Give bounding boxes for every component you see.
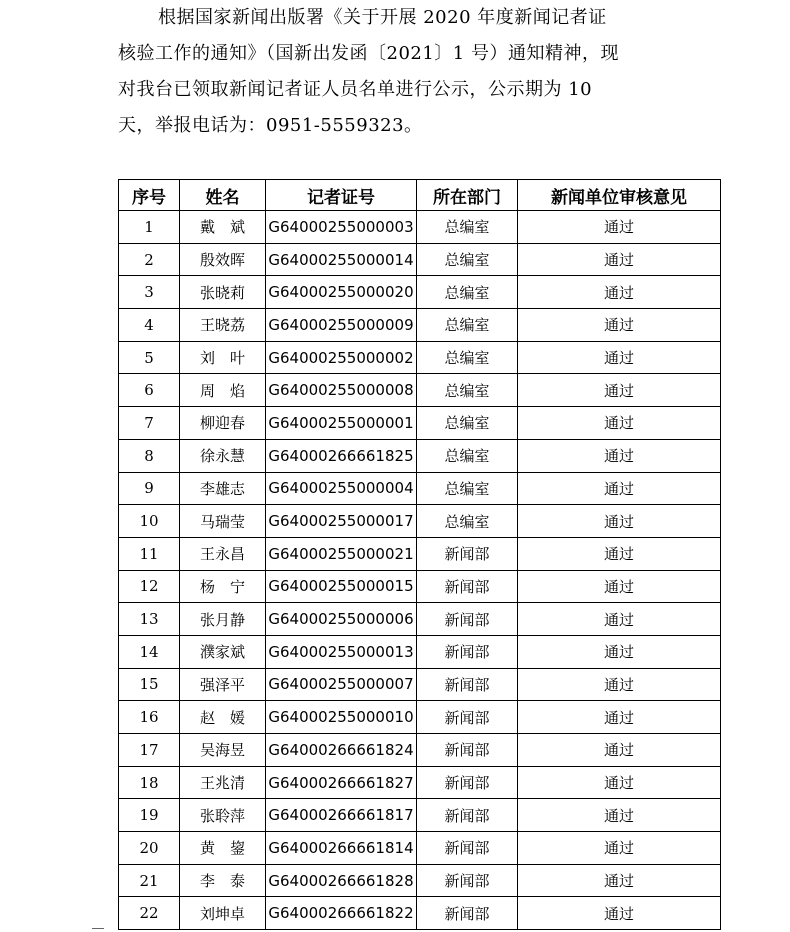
table-row <box>119 635 721 668</box>
cell-review-opinion: 通过 <box>518 276 721 309</box>
cell-index: 16 <box>119 701 180 734</box>
cell-index: 3 <box>119 276 180 309</box>
cell-index: 17 <box>119 734 180 767</box>
cell-cert-number: G64000255000010 <box>266 701 417 734</box>
cell-cert-number: G64000255000001 <box>266 407 417 440</box>
cell-index: 20 <box>119 832 180 865</box>
cell-index: 7 <box>119 407 180 440</box>
table-row <box>119 668 721 701</box>
header-cert-number: 记者证号 <box>266 180 417 211</box>
table-body <box>119 211 721 930</box>
header-row <box>119 180 721 211</box>
table-row <box>119 505 721 538</box>
table-row <box>119 276 721 309</box>
table-row <box>119 701 721 734</box>
cell-cert-number: G64000255000004 <box>266 472 417 505</box>
cell-department: 新闻部 <box>417 832 518 865</box>
cell-index: 10 <box>119 505 180 538</box>
cell-name: 马瑞莹 <box>180 505 266 538</box>
cell-review-opinion: 通过 <box>518 734 721 767</box>
cell-review-opinion: 通过 <box>518 407 721 440</box>
cell-name: 柳迎春 <box>180 407 266 440</box>
cell-name: 戴 斌 <box>180 211 266 244</box>
cell-cert-number: G64000255000006 <box>266 603 417 636</box>
cell-review-opinion: 通过 <box>518 668 721 701</box>
notice-paragraph <box>118 0 678 144</box>
cell-name: 刘 叶 <box>180 341 266 374</box>
table-row <box>119 799 721 832</box>
cell-review-opinion: 通过 <box>518 505 721 538</box>
cell-department: 新闻部 <box>417 864 518 897</box>
table-row <box>119 766 721 799</box>
cell-name: 吴海昱 <box>180 734 266 767</box>
cell-name: 黄 鋆 <box>180 832 266 865</box>
cell-review-opinion: 通过 <box>518 309 721 342</box>
cell-department: 新闻部 <box>417 603 518 636</box>
cell-cert-number: G64000255000008 <box>266 374 417 407</box>
table-row <box>119 341 721 374</box>
cell-review-opinion: 通过 <box>518 243 721 276</box>
table-row <box>119 309 721 342</box>
cell-department: 新闻部 <box>417 668 518 701</box>
cell-index: 2 <box>119 243 180 276</box>
cell-department: 新闻部 <box>417 635 518 668</box>
cell-index: 9 <box>119 472 180 505</box>
cell-department: 总编室 <box>417 374 518 407</box>
table-row <box>119 243 721 276</box>
cell-name: 周 焰 <box>180 374 266 407</box>
table-row <box>119 439 721 472</box>
cell-review-opinion: 通过 <box>518 472 721 505</box>
table-row <box>119 570 721 603</box>
cell-review-opinion: 通过 <box>518 635 721 668</box>
cell-index: 15 <box>119 668 180 701</box>
notice-line-1: 根据国家新闻出版署《关于开展 2020 年度新闻记者证 <box>158 7 607 28</box>
cell-review-opinion: 通过 <box>518 897 721 930</box>
cell-department: 新闻部 <box>417 537 518 570</box>
cell-index: 12 <box>119 570 180 603</box>
cell-name: 杨 宁 <box>180 570 266 603</box>
cell-name: 李 泰 <box>180 864 266 897</box>
table-row <box>119 897 721 930</box>
cell-cert-number: G64000255000021 <box>266 537 417 570</box>
cell-cert-number: G64000255000020 <box>266 276 417 309</box>
cell-cert-number: G64000266661828 <box>266 864 417 897</box>
cell-name: 濮家斌 <box>180 635 266 668</box>
cell-name: 殷效晖 <box>180 243 266 276</box>
table-row <box>119 537 721 570</box>
cell-name: 王晓荔 <box>180 309 266 342</box>
cell-index: 8 <box>119 439 180 472</box>
cell-review-opinion: 通过 <box>518 537 721 570</box>
cell-name: 李雄志 <box>180 472 266 505</box>
cell-department: 总编室 <box>417 439 518 472</box>
cell-department: 总编室 <box>417 276 518 309</box>
notice-line-2: 核验工作的通知》（国新出发函〔2021〕1 号）通知精神，现 <box>118 43 619 64</box>
cell-department: 新闻部 <box>417 799 518 832</box>
cell-name: 张月静 <box>180 603 266 636</box>
cell-review-opinion: 通过 <box>518 439 721 472</box>
cell-cert-number: G64000266661814 <box>266 832 417 865</box>
cell-cert-number: G64000255000013 <box>266 635 417 668</box>
header-review-opinion: 新闻单位审核意见 <box>518 180 721 211</box>
cell-index: 5 <box>119 341 180 374</box>
cell-index: 1 <box>119 211 180 244</box>
cell-department: 新闻部 <box>417 701 518 734</box>
cell-cert-number: G64000266661824 <box>266 734 417 767</box>
cell-department: 新闻部 <box>417 766 518 799</box>
cell-name: 徐永慧 <box>180 439 266 472</box>
cell-index: 14 <box>119 635 180 668</box>
cell-name: 赵 媛 <box>180 701 266 734</box>
cell-review-opinion: 通过 <box>518 864 721 897</box>
table-row <box>119 832 721 865</box>
cell-name: 张晓莉 <box>180 276 266 309</box>
cell-department: 总编室 <box>417 407 518 440</box>
table-row <box>119 374 721 407</box>
cell-review-opinion: 通过 <box>518 603 721 636</box>
cell-index: 18 <box>119 766 180 799</box>
header-name: 姓名 <box>180 180 266 211</box>
cell-name: 刘坤卓 <box>180 897 266 930</box>
cell-department: 总编室 <box>417 505 518 538</box>
journalist-roster-table <box>118 179 721 930</box>
notice-line-4: 天，举报电话为：0951-5559323。 <box>118 115 423 136</box>
notice-line-3: 对我台已领取新闻记者证人员名单进行公示，公示期为 10 <box>118 79 593 100</box>
cell-cert-number: G64000255000014 <box>266 243 417 276</box>
cell-department: 总编室 <box>417 472 518 505</box>
cell-index: 11 <box>119 537 180 570</box>
cell-review-opinion: 通过 <box>518 570 721 603</box>
cell-index: 6 <box>119 374 180 407</box>
cell-name: 王兆清 <box>180 766 266 799</box>
table-header <box>119 180 721 211</box>
cell-name: 强泽平 <box>180 668 266 701</box>
table-row <box>119 472 721 505</box>
cell-name: 王永昌 <box>180 537 266 570</box>
cell-review-opinion: 通过 <box>518 701 721 734</box>
cell-index: 19 <box>119 799 180 832</box>
cell-review-opinion: 通过 <box>518 341 721 374</box>
cell-cert-number: G64000266661825 <box>266 439 417 472</box>
cell-department: 新闻部 <box>417 570 518 603</box>
cell-review-opinion: 通过 <box>518 374 721 407</box>
cell-cert-number: G64000266661817 <box>266 799 417 832</box>
table-row <box>119 734 721 767</box>
cell-department: 总编室 <box>417 211 518 244</box>
cell-cert-number: G64000266661827 <box>266 766 417 799</box>
cell-cert-number: G64000255000015 <box>266 570 417 603</box>
cell-department: 新闻部 <box>417 897 518 930</box>
header-department: 所在部门 <box>417 180 518 211</box>
table-row <box>119 211 721 244</box>
cell-index: 21 <box>119 864 180 897</box>
page-edge-mark <box>92 928 104 929</box>
cell-department: 总编室 <box>417 341 518 374</box>
header-index: 序号 <box>119 180 180 211</box>
table-row <box>119 864 721 897</box>
cell-index: 13 <box>119 603 180 636</box>
cell-department: 总编室 <box>417 243 518 276</box>
cell-name: 张聆萍 <box>180 799 266 832</box>
cell-department: 新闻部 <box>417 734 518 767</box>
cell-cert-number: G64000266661822 <box>266 897 417 930</box>
cell-index: 22 <box>119 897 180 930</box>
table-row <box>119 407 721 440</box>
cell-cert-number: G64000255000002 <box>266 341 417 374</box>
cell-cert-number: G64000255000007 <box>266 668 417 701</box>
cell-review-opinion: 通过 <box>518 766 721 799</box>
cell-review-opinion: 通过 <box>518 799 721 832</box>
cell-review-opinion: 通过 <box>518 832 721 865</box>
cell-cert-number: G64000255000017 <box>266 505 417 538</box>
cell-cert-number: G64000255000003 <box>266 211 417 244</box>
cell-review-opinion: 通过 <box>518 211 721 244</box>
cell-department: 总编室 <box>417 309 518 342</box>
cell-index: 4 <box>119 309 180 342</box>
cell-cert-number: G64000255000009 <box>266 309 417 342</box>
table-row <box>119 603 721 636</box>
